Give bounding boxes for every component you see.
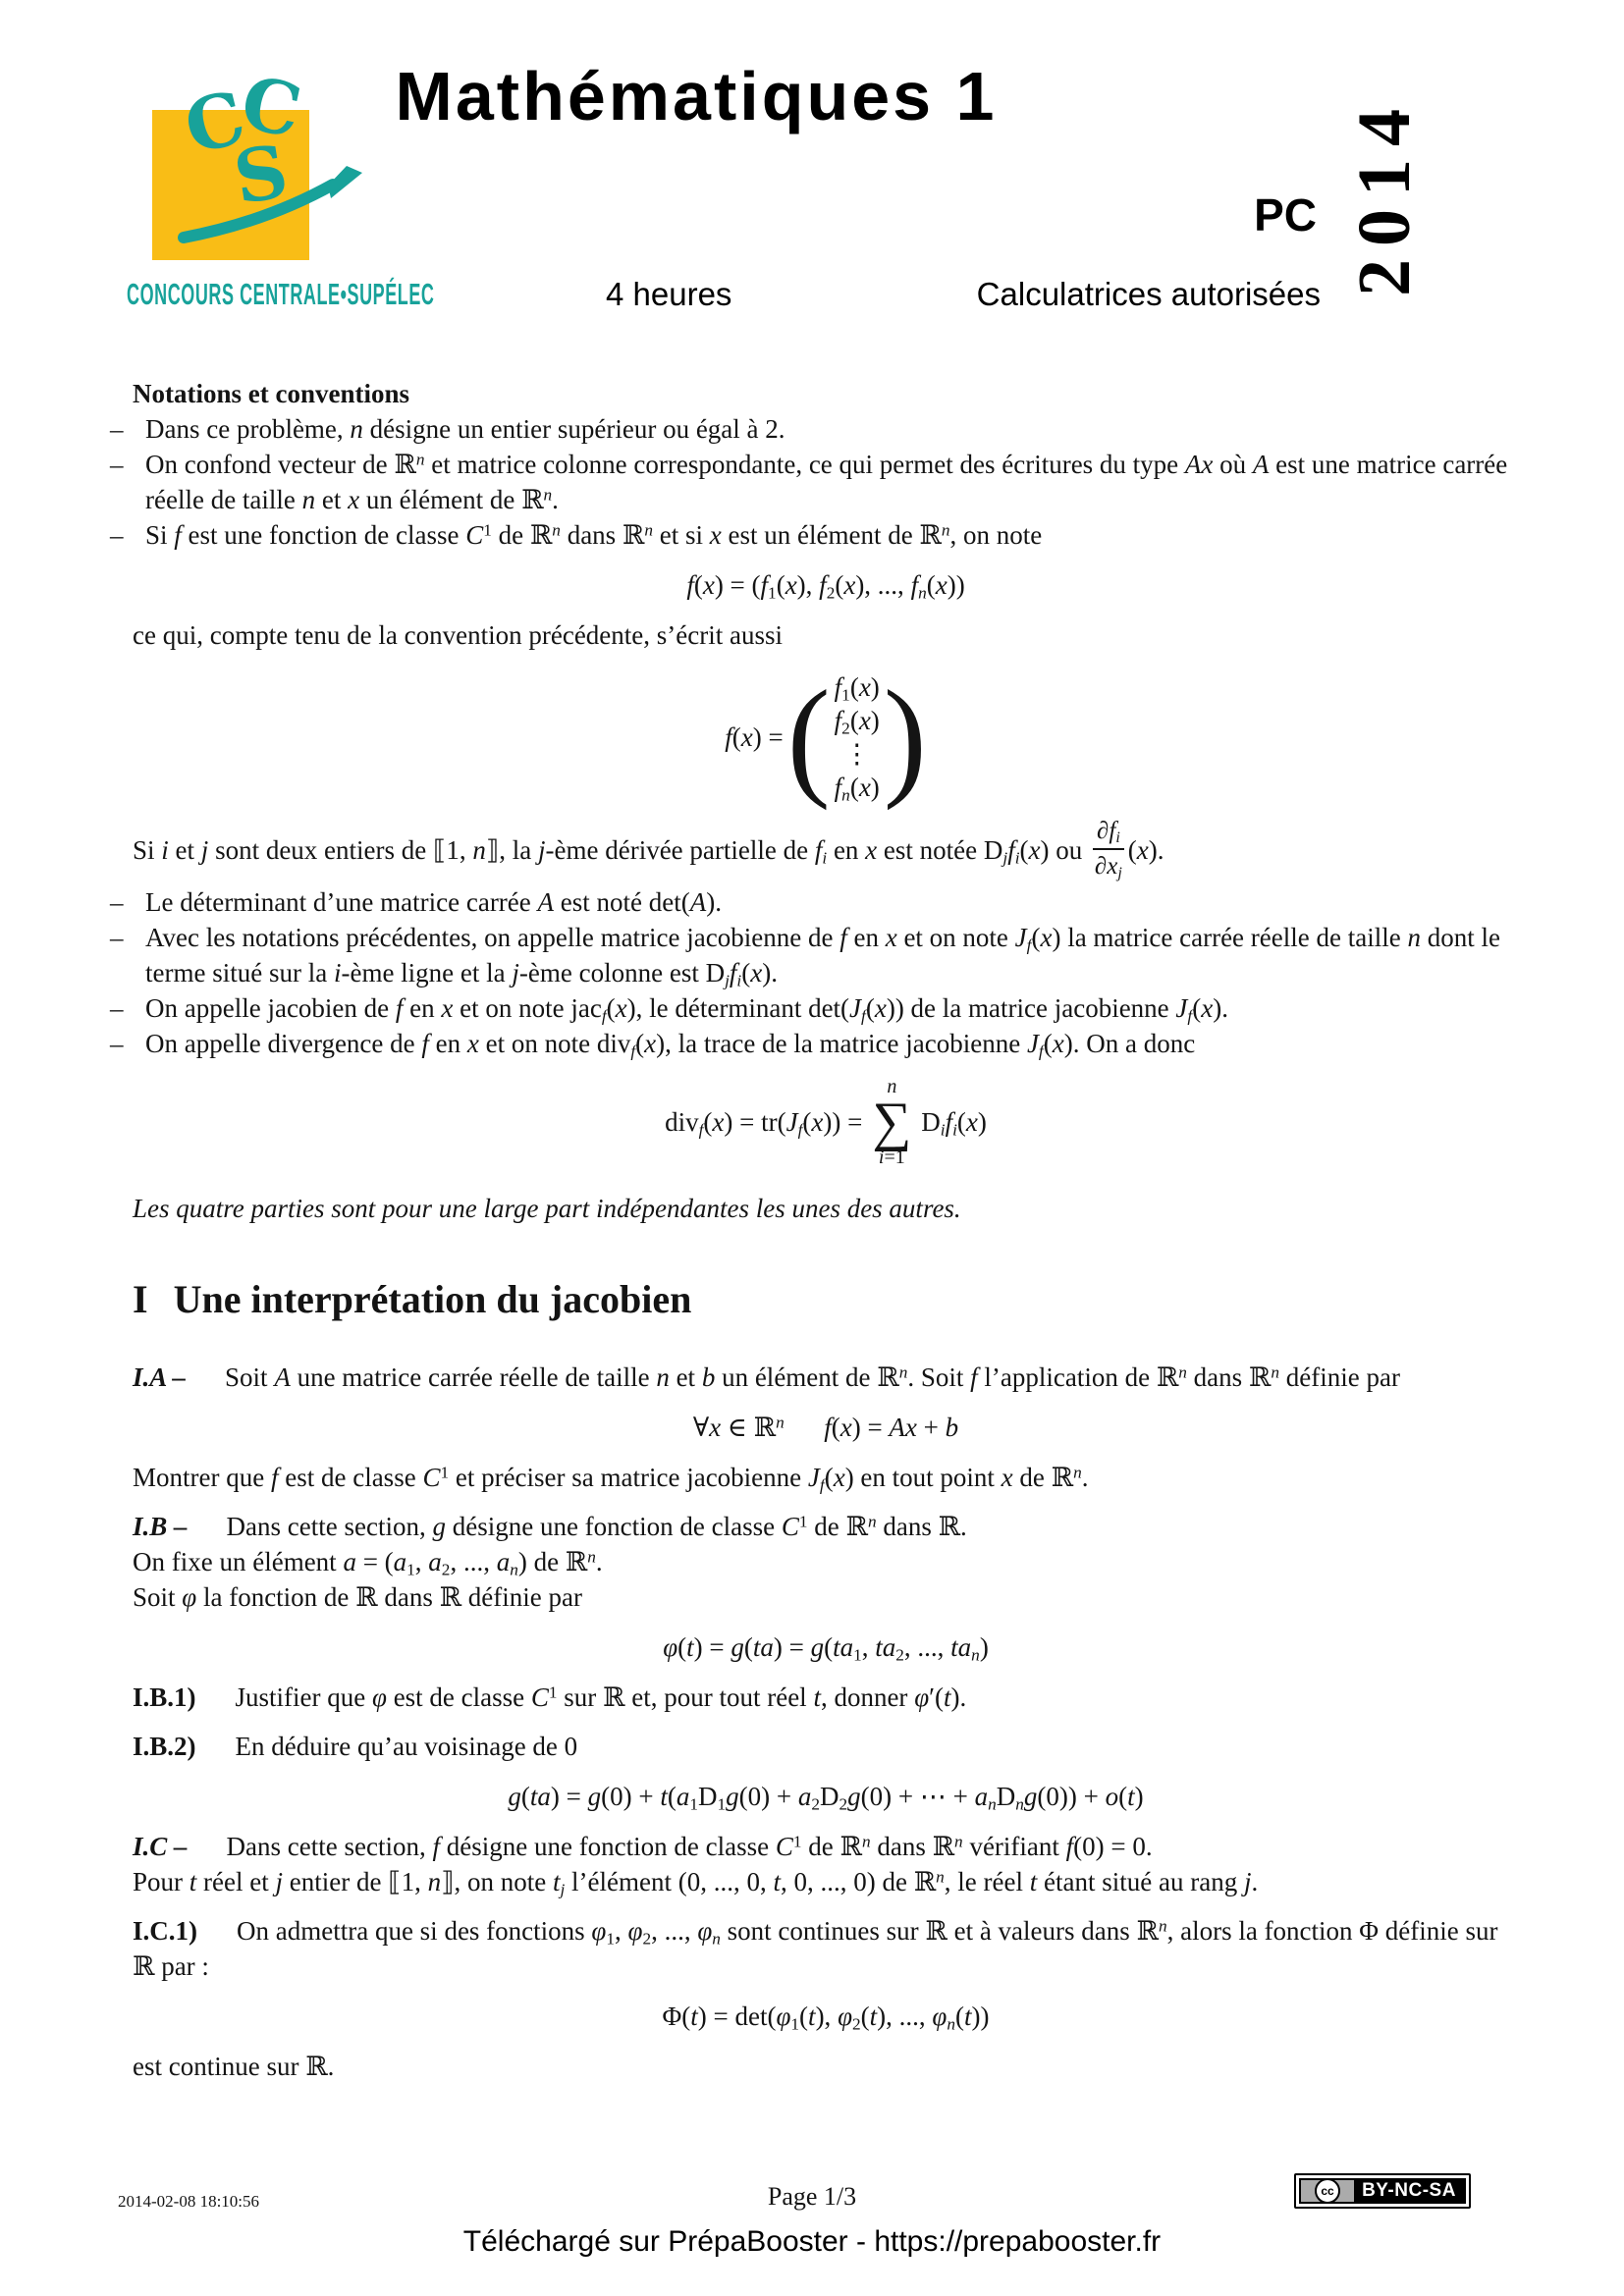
bullet-dash: – — [110, 923, 124, 952]
question-label: I.C – — [133, 1832, 188, 1861]
notation-item — [110, 990, 1519, 1026]
notation-item-text: On confond vecteur de ℝ$^n$ et matrice colonne correspondante, ce qui permet des écritures du type Ax où A est une matrice carrée réelle de taille n et x un élément de ℝ$^n$. — [145, 450, 1508, 514]
question-ib — [133, 1509, 1519, 1544]
sum-upper-limit: n — [887, 1076, 897, 1097]
question-ic-line2: Pour t réel et j entier de ⟦1, n⟧, on note $t_j$ l’élément (0, ..., 0, t, 0, ..., 0) de ℝ$^n$, le réel t étant situé au rang j. — [133, 1867, 1259, 1899]
cc-license-badge[interactable] — [1294, 2173, 1471, 2209]
notation-item-text: Dans ce problème, n désigne un entier supérieur ou égal à 2. — [145, 414, 785, 444]
independence-note: Les quatre parties sont pour une large part indépendantes les unes des autres. — [133, 1194, 961, 1223]
bullet-dash: – — [110, 520, 124, 550]
question-text: Dans cette section, g désigne une fonction de classe $C^1$ de ℝ$^n$ dans ℝ. — [226, 1512, 967, 1541]
vector-row: $f_2(x)$ — [834, 706, 880, 738]
question-text: Dans cette section, f désigne une fonction de classe $C^1$ de ℝ$^n$ dans ℝ$^n$ vérifiant f(0) = 0. — [226, 1832, 1153, 1861]
sum-lower-limit: i=1 — [878, 1147, 905, 1168]
divergence-rhs: $D_if_i(x)$ — [921, 1107, 987, 1140]
notation-item-text: On appelle divergence de f en x et on note div$_f$(x), la trace de la matrice jacobienne $J_f(x)$. On a donc — [145, 1029, 1196, 1061]
notations-heading: Notations et conventions — [133, 379, 409, 408]
question-label: I.A – — [133, 1362, 187, 1392]
right-paren: ) — [883, 662, 927, 811]
sum-operator — [872, 1077, 911, 1167]
section-number: I — [133, 1277, 148, 1321]
cc-circle-icon: cc — [1315, 2178, 1340, 2204]
cc-icon — [1301, 2180, 1354, 2202]
notation-item-text: Le déterminant d’une matrice carrée A est noté det(A). — [145, 887, 722, 917]
aside-text: ce qui, compte tenu de la convention précédente, s’écrit aussi — [133, 620, 783, 650]
bullet-dash: – — [110, 450, 124, 479]
generation-timestamp: 2014-02-08 18:10:56 — [118, 2192, 260, 2211]
bullet-dash: – — [110, 993, 124, 1023]
bullet-dash: – — [110, 1029, 124, 1058]
fraction-denominator: $\partial x_j$ — [1094, 853, 1122, 881]
notation-item — [110, 517, 1519, 553]
question-ib-line2: On fixe un élément $a = (a_1$, $a_2$, ..., $a_n$) de ℝ$^n$. — [133, 1547, 603, 1579]
vector-lhs: f(x) = — [725, 722, 784, 752]
question-ib2 — [133, 1729, 1519, 1764]
logo-letter-c2: C — [234, 71, 308, 155]
logo-letter-c1: C — [177, 75, 253, 172]
download-source-link[interactable]: Téléchargé sur PrépaBooster - https://prepabooster.fr — [462, 2225, 1162, 2258]
exam-title: Mathématiques 1 — [395, 58, 998, 134]
year-vertical-label: 2014 — [1342, 96, 1426, 296]
question-ia-followup: Montrer que f est de classe $C^1$ et préciser sa matrice jacobienne $J_f(x)$ en tout point x de ℝ$^n$. — [133, 1463, 1089, 1495]
question-ib1 — [133, 1680, 1519, 1715]
notation-item-text: Avec les notations précédentes, on appelle matrice jacobienne de f en x et on note $J_f(x)$ la matrice carrée réelle de taille n dont le terme situé sur la i-ème ligne et la j-ème colonne est $D_jf_i(x)$. — [145, 923, 1500, 990]
fraction-numerator: $\partial f_i$ — [1093, 818, 1124, 850]
bullet-dash: – — [110, 887, 124, 917]
partial-note-tail: (x). — [1127, 835, 1164, 866]
question-ic1 — [133, 1913, 1519, 1984]
question-ic — [133, 1829, 1519, 1864]
organization-wordmark: CONCOURS CENTRALE•SUPÉLEC — [127, 277, 435, 311]
taylor-expansion-formula: $g(ta) = g(0) + t(a_1D_1g(0) + a_2D_2g(0)$ + ⋯ + $a_nD_ng(0)) + o(t)$ — [508, 1782, 1144, 1814]
divergence-formula — [133, 1077, 1519, 1167]
question-text: Soit A une matrice carrée réelle de taille n et b un élément de ℝ$^n$. Soit f l’application de ℝ$^n$ dans ℝ$^n$ définie par — [225, 1362, 1400, 1392]
bullet-dash: – — [110, 414, 124, 444]
vector-row-vdots: ⋮ — [843, 739, 871, 769]
question-text: On admettra que si des fonctions $\varphi_1$, $\varphi_2$, ..., $\varphi_n$ sont continues sur ℝ et à valeurs dans ℝ$^n$, alors la fonction Φ définie sur ℝ par : — [133, 1916, 1498, 1981]
question-ib-line3: Soit φ la fonction de ℝ dans ℝ définie par — [133, 1582, 582, 1612]
determinant-formula: $\Phi(t) = \det(\varphi_1(t)$, $\varphi_2(t)$, ..., $\varphi_n(t)$) — [662, 2002, 990, 2034]
notation-item — [110, 411, 1519, 447]
question-text: En déduire qu’au voisinage de 0 — [235, 1732, 578, 1761]
question-ia — [133, 1360, 1519, 1395]
vector-row: $f_1(x)$ — [834, 672, 880, 705]
document-body — [110, 376, 1519, 2084]
partial-derivative-fraction — [1093, 818, 1124, 881]
section-title: Une interprétation du jacobien — [173, 1277, 692, 1321]
sum-icon: ∑ — [872, 1092, 912, 1152]
column-vector-formula — [133, 662, 1519, 811]
notation-item-text: On appelle jacobien de f en x et on note jac$_f$(x), le déterminant $\det(J_f(x))$ de la matrice jacobienne $J_f(x)$. — [145, 993, 1228, 1026]
duration-label: 4 heures — [606, 276, 732, 312]
vector-column — [835, 670, 880, 804]
question-label: I.B.2) — [133, 1732, 196, 1761]
track-label: PC — [1254, 189, 1317, 240]
notation-item — [110, 884, 1519, 920]
notation-item — [110, 447, 1519, 517]
page-number: Page 1/3 — [767, 2182, 857, 2211]
question-label: I.C.1) — [133, 1916, 197, 1946]
cc-license-label: BY-NC-SA — [1362, 2180, 1456, 2201]
notation-item — [110, 1026, 1519, 1061]
calculators-notice: Calculatrices autorisées — [976, 276, 1321, 312]
question-text: Justifier que φ est de classe $C^1$ sur ℝ et, pour tout réel t, donner φ′(t). — [235, 1682, 967, 1712]
question-ic1-followup: est continue sur ℝ. — [133, 2052, 335, 2081]
component-list-formula: $f(x) = (f_1(x)$, $f_2(x)$, ..., $f_n(x)$) — [686, 570, 965, 603]
logo-arrowhead-icon — [328, 166, 362, 198]
logo-letter-s: S — [228, 129, 294, 222]
notation-item — [110, 920, 1519, 990]
question-label: I.B.1) — [133, 1682, 196, 1712]
left-paren: ( — [786, 662, 831, 811]
divergence-lhs: $div_f(x) = tr(J_f(x))$ = — [665, 1107, 863, 1140]
vector-row: $f_n(x)$ — [834, 773, 880, 805]
notation-item-text: Si f est une fonction de classe $C^1$ de ℝ$^n$ dans ℝ$^n$ et si x est un élément de ℝ$^n$, on note — [145, 520, 1043, 550]
partial-note-text: Si i et j sont deux entiers de ⟦1, n⟧, la j-ème dérivée partielle de $f_i$ en x est notée $D_jf_i(x)$ ou — [133, 835, 1089, 868]
section-heading — [133, 1277, 1519, 1322]
question-label: I.B – — [133, 1512, 188, 1541]
partial-derivative-note — [133, 818, 1519, 884]
affine-map-formula: ∀x ∈ ℝ$^n$ f(x) = Ax + b — [692, 1413, 959, 1442]
phi-definition-formula: $\varphi(t) = g(ta) = g(ta_1$, $ta_2$, ..., $ta_n$) — [663, 1632, 989, 1665]
